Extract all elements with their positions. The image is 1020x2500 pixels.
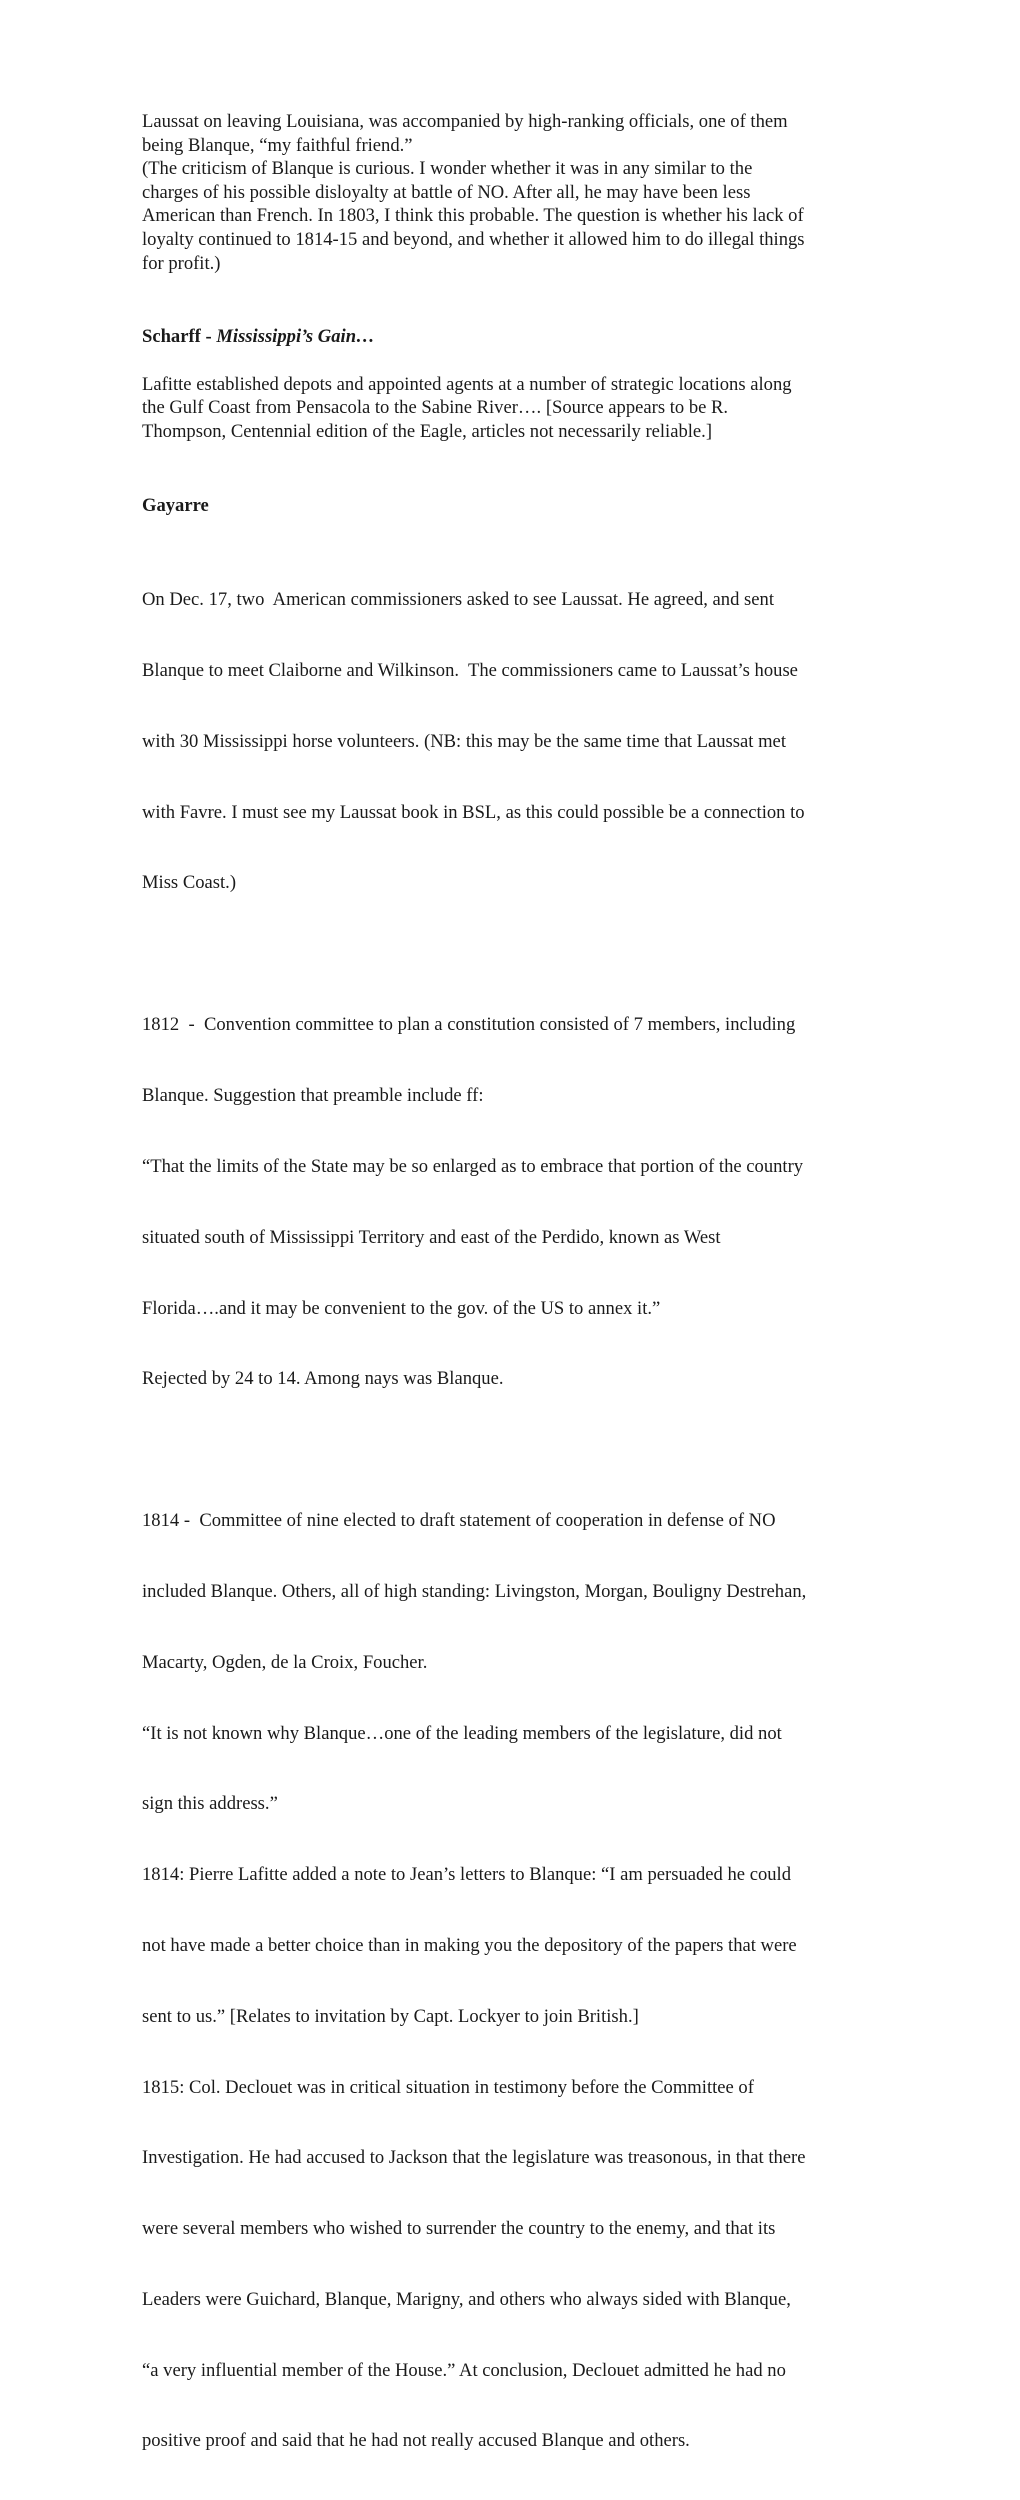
text-line: situated south of Mississippi Territory and east of the Perdido, known as West <box>142 1226 721 1248</box>
text-line: Macarty, Ogden, de la Croix, Foucher. <box>142 1651 428 1673</box>
document-page <box>142 110 872 2500</box>
text-line: 1814: Pierre Lafitte added a note to Jean’s letters to Blanque: “I am persuaded he could <box>142 1864 792 1886</box>
heading-book-title: Mississippi’s Gain… <box>216 326 375 348</box>
text-line: positive proof and said that he had not really accused Blanque and others. <box>142 2430 690 2452</box>
text-line: with Favre. I must see my Laussat book in BSL, as this could possible be a connection to <box>142 801 805 823</box>
text-line: On Dec. 17, two American commissioners asked to see Laussat. He agreed, and sent <box>142 589 775 611</box>
text-line: “a very influential member of the House.” At conclusion, Declouet admitted he had no <box>142 2359 786 2381</box>
text-line: not have made a better choice than in making you the depository of the papers that were <box>142 1934 797 1956</box>
text-line: charges of his possible disloyalty at battle of NO. After all, he may have been less <box>142 181 751 203</box>
paragraph-1814-committee <box>142 1462 872 2500</box>
text-line: being Blanque, “my faithful friend.” <box>142 134 413 156</box>
text-line: (The criticism of Blanque is curious. I wonder whether it was in any similar to the <box>142 158 753 180</box>
heading-gayarre: Gayarre <box>142 494 209 516</box>
text-line: the Gulf Coast from Pensacola to the Sabine River…. [Source appears to be R. <box>142 397 729 419</box>
text-line: loyalty continued to 1814-15 and beyond, and whether it allowed him to do illegal things <box>142 228 805 250</box>
text-line: for profit.) <box>142 252 221 274</box>
text-line: included Blanque. Others, all of high standing: Livingston, Morgan, Bouligny Destrehan, <box>142 1581 807 1603</box>
text-line: were several members who wished to surrender the country to the enemy, and that its <box>142 2218 776 2240</box>
text-line: “That the limits of the State may be so enlarged as to embrace that portion of the country <box>142 1155 804 1177</box>
paragraph-dec-17 <box>142 541 872 942</box>
text-line: American than French. In 1803, I think this probable. The question is whether his lack of <box>142 205 804 227</box>
text-line: sent to us.” [Relates to invitation by Capt. Lockyer to join British.] <box>142 2005 639 2027</box>
text-line: Investigation. He had accused to Jackson that the legislature was treasonous, in that there <box>142 2147 806 2169</box>
text-line: Blanque to meet Claiborne and Wilkinson. The commissioners came to Laussat’s house <box>142 660 798 682</box>
text-line: with 30 Mississippi horse volunteers. (NB: this may be the same time that Laussat met <box>142 730 786 752</box>
text-line: Thompson, Centennial edition of the Eagle, articles not necessarily reliable.] <box>142 420 713 442</box>
text-line: 1812 - Convention committee to plan a constitution consisted of 7 members, including <box>142 1014 796 1036</box>
text-line: Rejected by 24 to 14. Among nays was Blanque. <box>142 1368 504 1390</box>
text-line: “It is not known why Blanque…one of the leading members of the legislature, did not <box>142 1722 782 1744</box>
heading-separator: - <box>200 326 217 348</box>
heading-author: Scharff <box>142 326 201 348</box>
text-line: Leaders were Guichard, Blanque, Marigny, and others who always sided with Blanque, <box>142 2288 791 2310</box>
text-line: 1815: Col. Declouet was in critical situation in testimony before the Committee of <box>142 2076 754 2098</box>
text-line: sign this address.” <box>142 1793 278 1815</box>
text-line: Miss Coast.) <box>142 872 237 894</box>
paragraph-1812-convention <box>142 966 872 1438</box>
text-line: Laussat on leaving Louisiana, was accompanied by high-ranking officials, one of them <box>142 111 788 132</box>
paragraph-laussat-leaving <box>142 110 872 275</box>
text-line: Florida….and it may be convenient to the gov. of the US to annex it.” <box>142 1297 661 1319</box>
text-line: 1814 - Committee of nine elected to draft statement of cooperation in defense of NO <box>142 1510 776 1532</box>
text-line: Blanque. Suggestion that preamble include ff: <box>142 1085 484 1107</box>
text-line: Lafitte established depots and appointed agents at a number of strategic locations along <box>142 373 792 395</box>
paragraph-lafitte-depots <box>142 373 872 444</box>
heading-scharff <box>142 325 872 349</box>
